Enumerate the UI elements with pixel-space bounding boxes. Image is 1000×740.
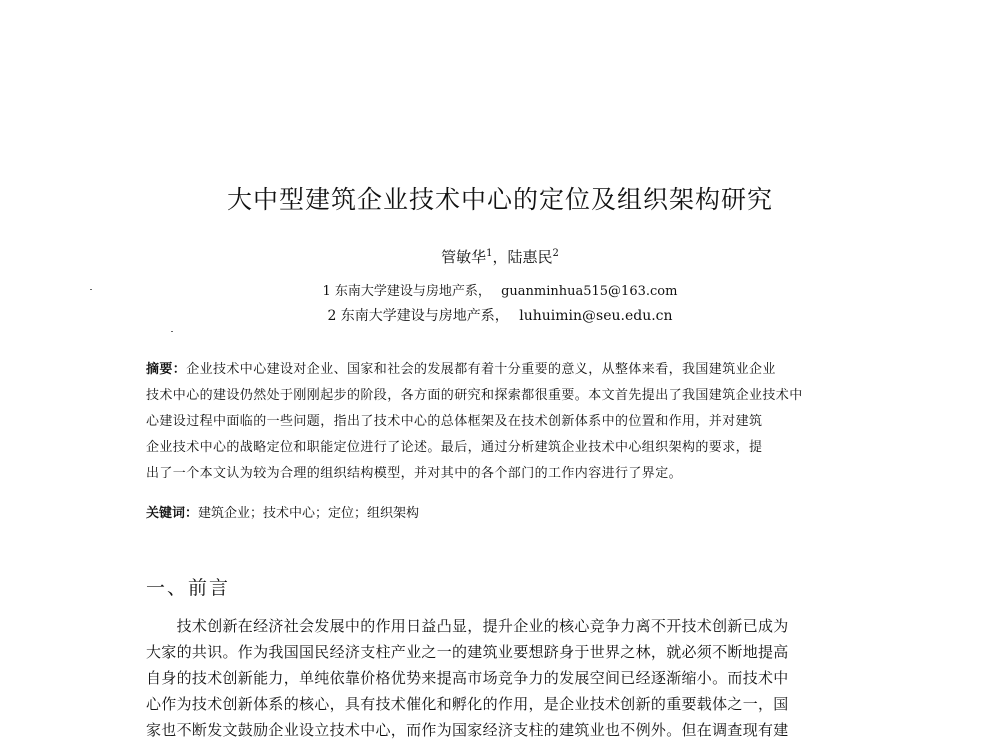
affiliation-1 (0, 280, 1000, 299)
author-1-mark: 1 (486, 248, 493, 259)
affiliation-2 (0, 305, 1000, 325)
body-line: 自身的技术创新能力，单纯依靠价格优势来提高市场竞争力的发展空间已经逐渐缩小。而技术中 (146, 669, 789, 687)
keywords-label: 关键词： (146, 506, 199, 521)
abstract-line: 出了一个本文认为较为合理的组织结构模型，并对其中的各个部门的工作内容进行了界定。 (146, 466, 683, 481)
affiliation-2-email[interactable]: luhuimin@seu.edu.cn (519, 308, 673, 324)
body-line: 心作为技术创新体系的核心，具有技术催化和孵化的作用，是企业技术创新的重要载体之一，国 (146, 695, 789, 713)
abstract-line: 企业技术中心的战略定位和职能定位进行了论述。最后，通过分析建筑企业技术中心组织架构的要求，提 (146, 440, 763, 455)
author-line (0, 246, 1000, 267)
abstract-text: 企业技术中心建设对企业、国家和社会的发展都有着十分重要的意义，从整体来看，我国建筑业企业 (186, 362, 776, 377)
abstract-line (146, 358, 776, 377)
affiliation-1-text: 1 东南大学建设与房地产系， (322, 284, 491, 299)
keywords-text: 建筑企业；技术中心；定位；组织架构 (198, 506, 420, 521)
author-2: 陆惠民 (507, 248, 553, 266)
body-line: 技术创新在经济社会发展中的作用日益凸显，提升企业的核心竞争力离不开技术创新已成为 (146, 617, 789, 635)
scan-speck (171, 331, 173, 332)
body-line: 家也不断发文鼓励企业设立技术中心，而作为国家经济支柱的建筑业也不例外。但在调查现有建 (146, 721, 789, 739)
keywords (146, 502, 419, 521)
author-separator: ， (492, 248, 508, 266)
abstract-line: 技术中心的建设仍然处于刚刚起步的阶段，各方面的研究和探索都很重要。本文首先提出了我国建筑企业技术中 (146, 388, 803, 403)
scan-speck (90, 289, 92, 290)
body-line: 大家的共识。作为我国国民经济支柱产业之一的建筑业要想跻身于世界之林，就必须不断地提高 (146, 643, 789, 661)
section-heading: 一、前言 (146, 577, 231, 599)
abstract-label: 摘要： (146, 362, 187, 377)
paper-title: 大中型建筑企业技术中心的定位及组织架构研究 (226, 185, 773, 214)
author-2-mark: 2 (552, 248, 559, 259)
affiliation-2-text: 2 东南大学建设与房地产系， (327, 308, 509, 324)
affiliation-1-email[interactable]: guanminhua515@163.com (501, 284, 678, 299)
abstract-line: 心建设过程中面临的一些问题，指出了技术中心的总体框架及在技术创新体系中的位置和作用，并对建筑 (146, 414, 763, 429)
author-1: 管敏华 (441, 248, 487, 266)
